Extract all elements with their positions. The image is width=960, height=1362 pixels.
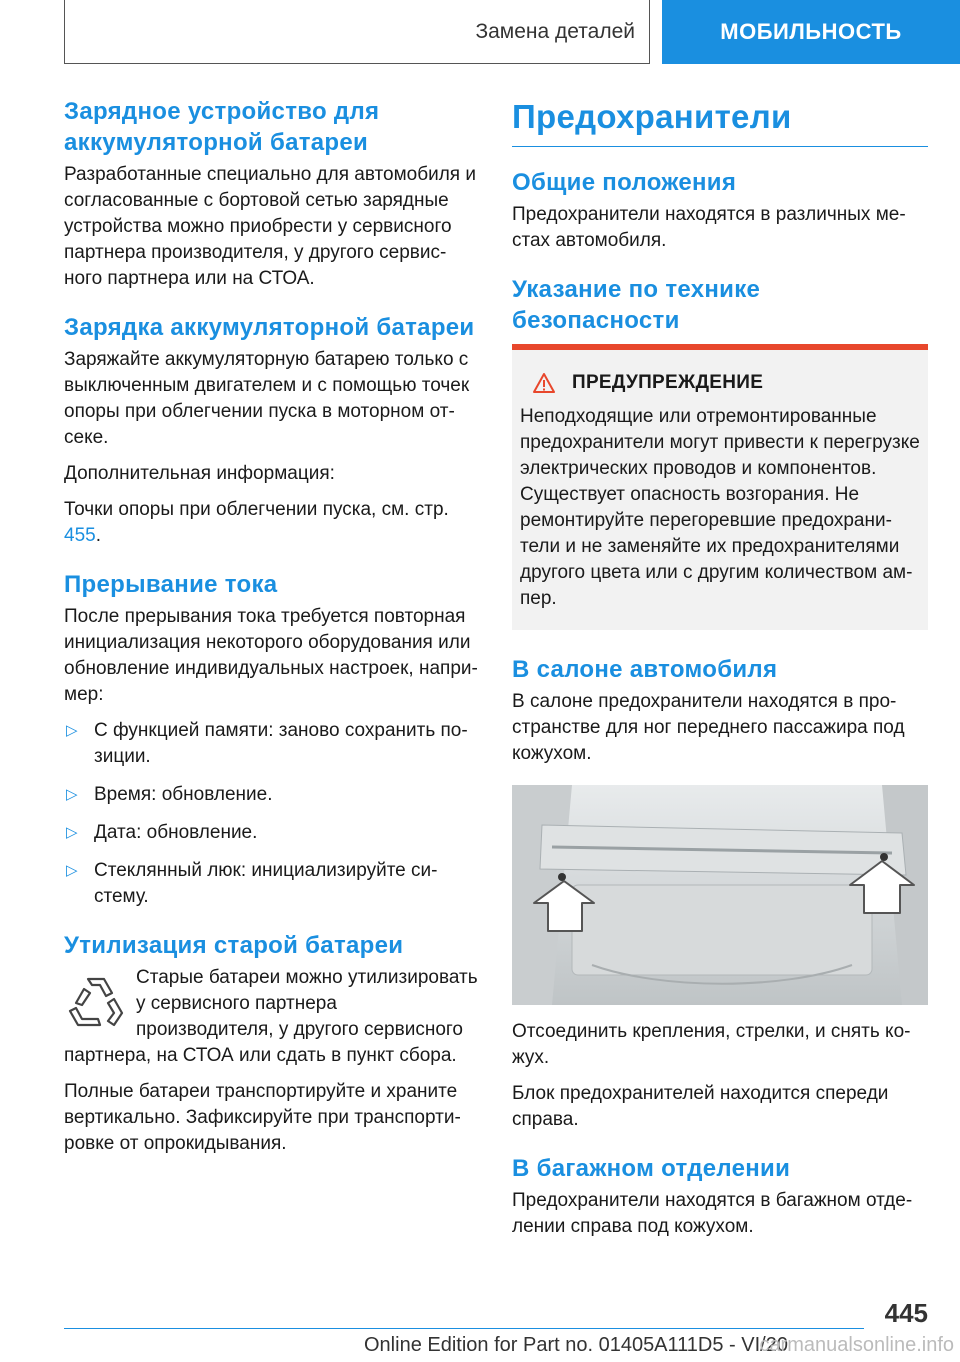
section-general xyxy=(512,167,928,254)
edition-text: Online Edition for Part no. 01405A111D5 - VI/20 xyxy=(364,1334,788,1356)
heading-cabin: В салоне автомобиля xyxy=(512,656,778,683)
header-chapter-tab xyxy=(662,0,960,64)
heading-charger: Зарядное устройство для аккумуляторной батареи xyxy=(64,98,380,156)
section-charging xyxy=(64,312,478,549)
paragraph-charger: Разработанные специально для автомобиля и согласованные с бортовой сетью зарядные устройства можно приобрести у сервисного партнера производителя, у другого сервисного партнера или на СТОА. xyxy=(64,164,476,289)
list-item-text: С функцией памяти: заново сохранить позиции. xyxy=(94,720,468,767)
interruption-list xyxy=(64,718,478,910)
paragraph-general: Предохранители находятся в различных местах автомобиля. xyxy=(512,204,906,251)
list-item xyxy=(64,782,478,808)
header-section-label: Замена деталей xyxy=(475,19,635,43)
recycle-icon xyxy=(64,969,128,1033)
page-ref-link[interactable]: 455 xyxy=(64,525,96,546)
paragraph-disposal-2: Полные батареи транспортируйте и храните вертикально. Зафиксируйте при транспортировке от опрокидывания. xyxy=(64,1081,461,1154)
triangle-bullet-icon: ▷ xyxy=(66,862,78,879)
list-item-text: Дата: обновление. xyxy=(94,822,258,843)
list-item xyxy=(64,858,478,910)
left-column xyxy=(64,96,478,1167)
heading-safety: Указание по технике безопасности xyxy=(512,276,761,334)
paragraph-interruption: После прерывания тока требуется повторная инициализация некоторого оборудования или обновление индивидуальных настроек, например: xyxy=(64,606,478,705)
triangle-bullet-icon: ▷ xyxy=(66,786,78,803)
section-cabin xyxy=(512,654,928,1133)
heading-trunk: В багажном отделении xyxy=(512,1155,791,1182)
paragraph-trunk: Предохранители находятся в багажном отделении справа под кожухом. xyxy=(512,1190,913,1237)
heading-general: Общие положения xyxy=(512,169,737,196)
right-column xyxy=(512,96,928,1250)
header-section-tab xyxy=(64,0,650,64)
section-disposal xyxy=(64,930,478,1157)
list-item-text: Время: обновление. xyxy=(94,784,273,805)
section-trunk xyxy=(512,1153,928,1240)
section-interruption xyxy=(64,569,478,910)
jump-points-text: Точки опоры при облегчении пуска, см. стр. xyxy=(64,499,449,520)
page-number: 445 xyxy=(884,1298,928,1328)
heading-fuses: Предохранители xyxy=(512,96,928,147)
paragraph-disposal-1: Старые батареи можно утилизировать у сервисного партнера производителя, у другого сервисного партнера, на СТОА или сдать в пункт сбора. xyxy=(64,967,478,1066)
footer-divider xyxy=(64,1328,864,1329)
warning-text: Неподходящие или отремонтированные предохранители могут привести к перегрузке электрических проводов и компонентов. Существует опасность возгорания. Не ремонтируйте перегоревшие предохранители и не заменяйте их предохранителями другого цвета или с другим количеством ампер. xyxy=(520,406,920,609)
disposal-block xyxy=(64,965,478,1079)
section-safety xyxy=(512,274,928,630)
heading-interruption: Прерывание тока xyxy=(64,571,278,598)
heading-disposal: Утилизация старой батареи xyxy=(64,932,404,959)
paragraph-cabin: В салоне предохранители находятся в пространстве для ног переднего пассажира под кожухом. xyxy=(512,691,905,764)
triangle-bullet-icon: ▷ xyxy=(66,722,78,739)
header-chapter-label: МОБИЛЬНОСТЬ xyxy=(720,19,902,44)
caption-remove-cover: Отсоединить крепления, стрелки, и снять кожух. xyxy=(512,1021,911,1068)
list-item-text: Стеклянный люк: инициализируйте систему. xyxy=(94,860,438,907)
section-charger xyxy=(64,96,478,292)
paragraph-additional-info: Дополнительная информация: xyxy=(64,463,335,484)
heading-charging: Зарядка аккумуляторной батареи xyxy=(64,314,475,341)
paragraph-charging: Заряжайте аккумуляторную батарею только с выключенным двигателем и с помощью точек опоры при облегчении пуска в моторном отсеке. xyxy=(64,349,470,448)
warning-triangle-icon xyxy=(532,372,556,394)
warning-box xyxy=(512,344,928,630)
caption-fuse-block: Блок предохранителей находится спереди справа. xyxy=(512,1083,889,1130)
warning-title: ПРЕДУПРЕЖДЕНИЕ xyxy=(572,372,764,393)
warning-header xyxy=(520,372,920,394)
watermark: carmanualsonline.info xyxy=(759,1334,954,1356)
paragraph-jump-points: Точки опоры при облегчении пуска, см. стр. 455. xyxy=(64,499,449,546)
list-item xyxy=(64,718,478,770)
triangle-bullet-icon: ▷ xyxy=(66,824,78,841)
list-item xyxy=(64,820,478,846)
fuse-cover-photo xyxy=(512,785,928,1005)
